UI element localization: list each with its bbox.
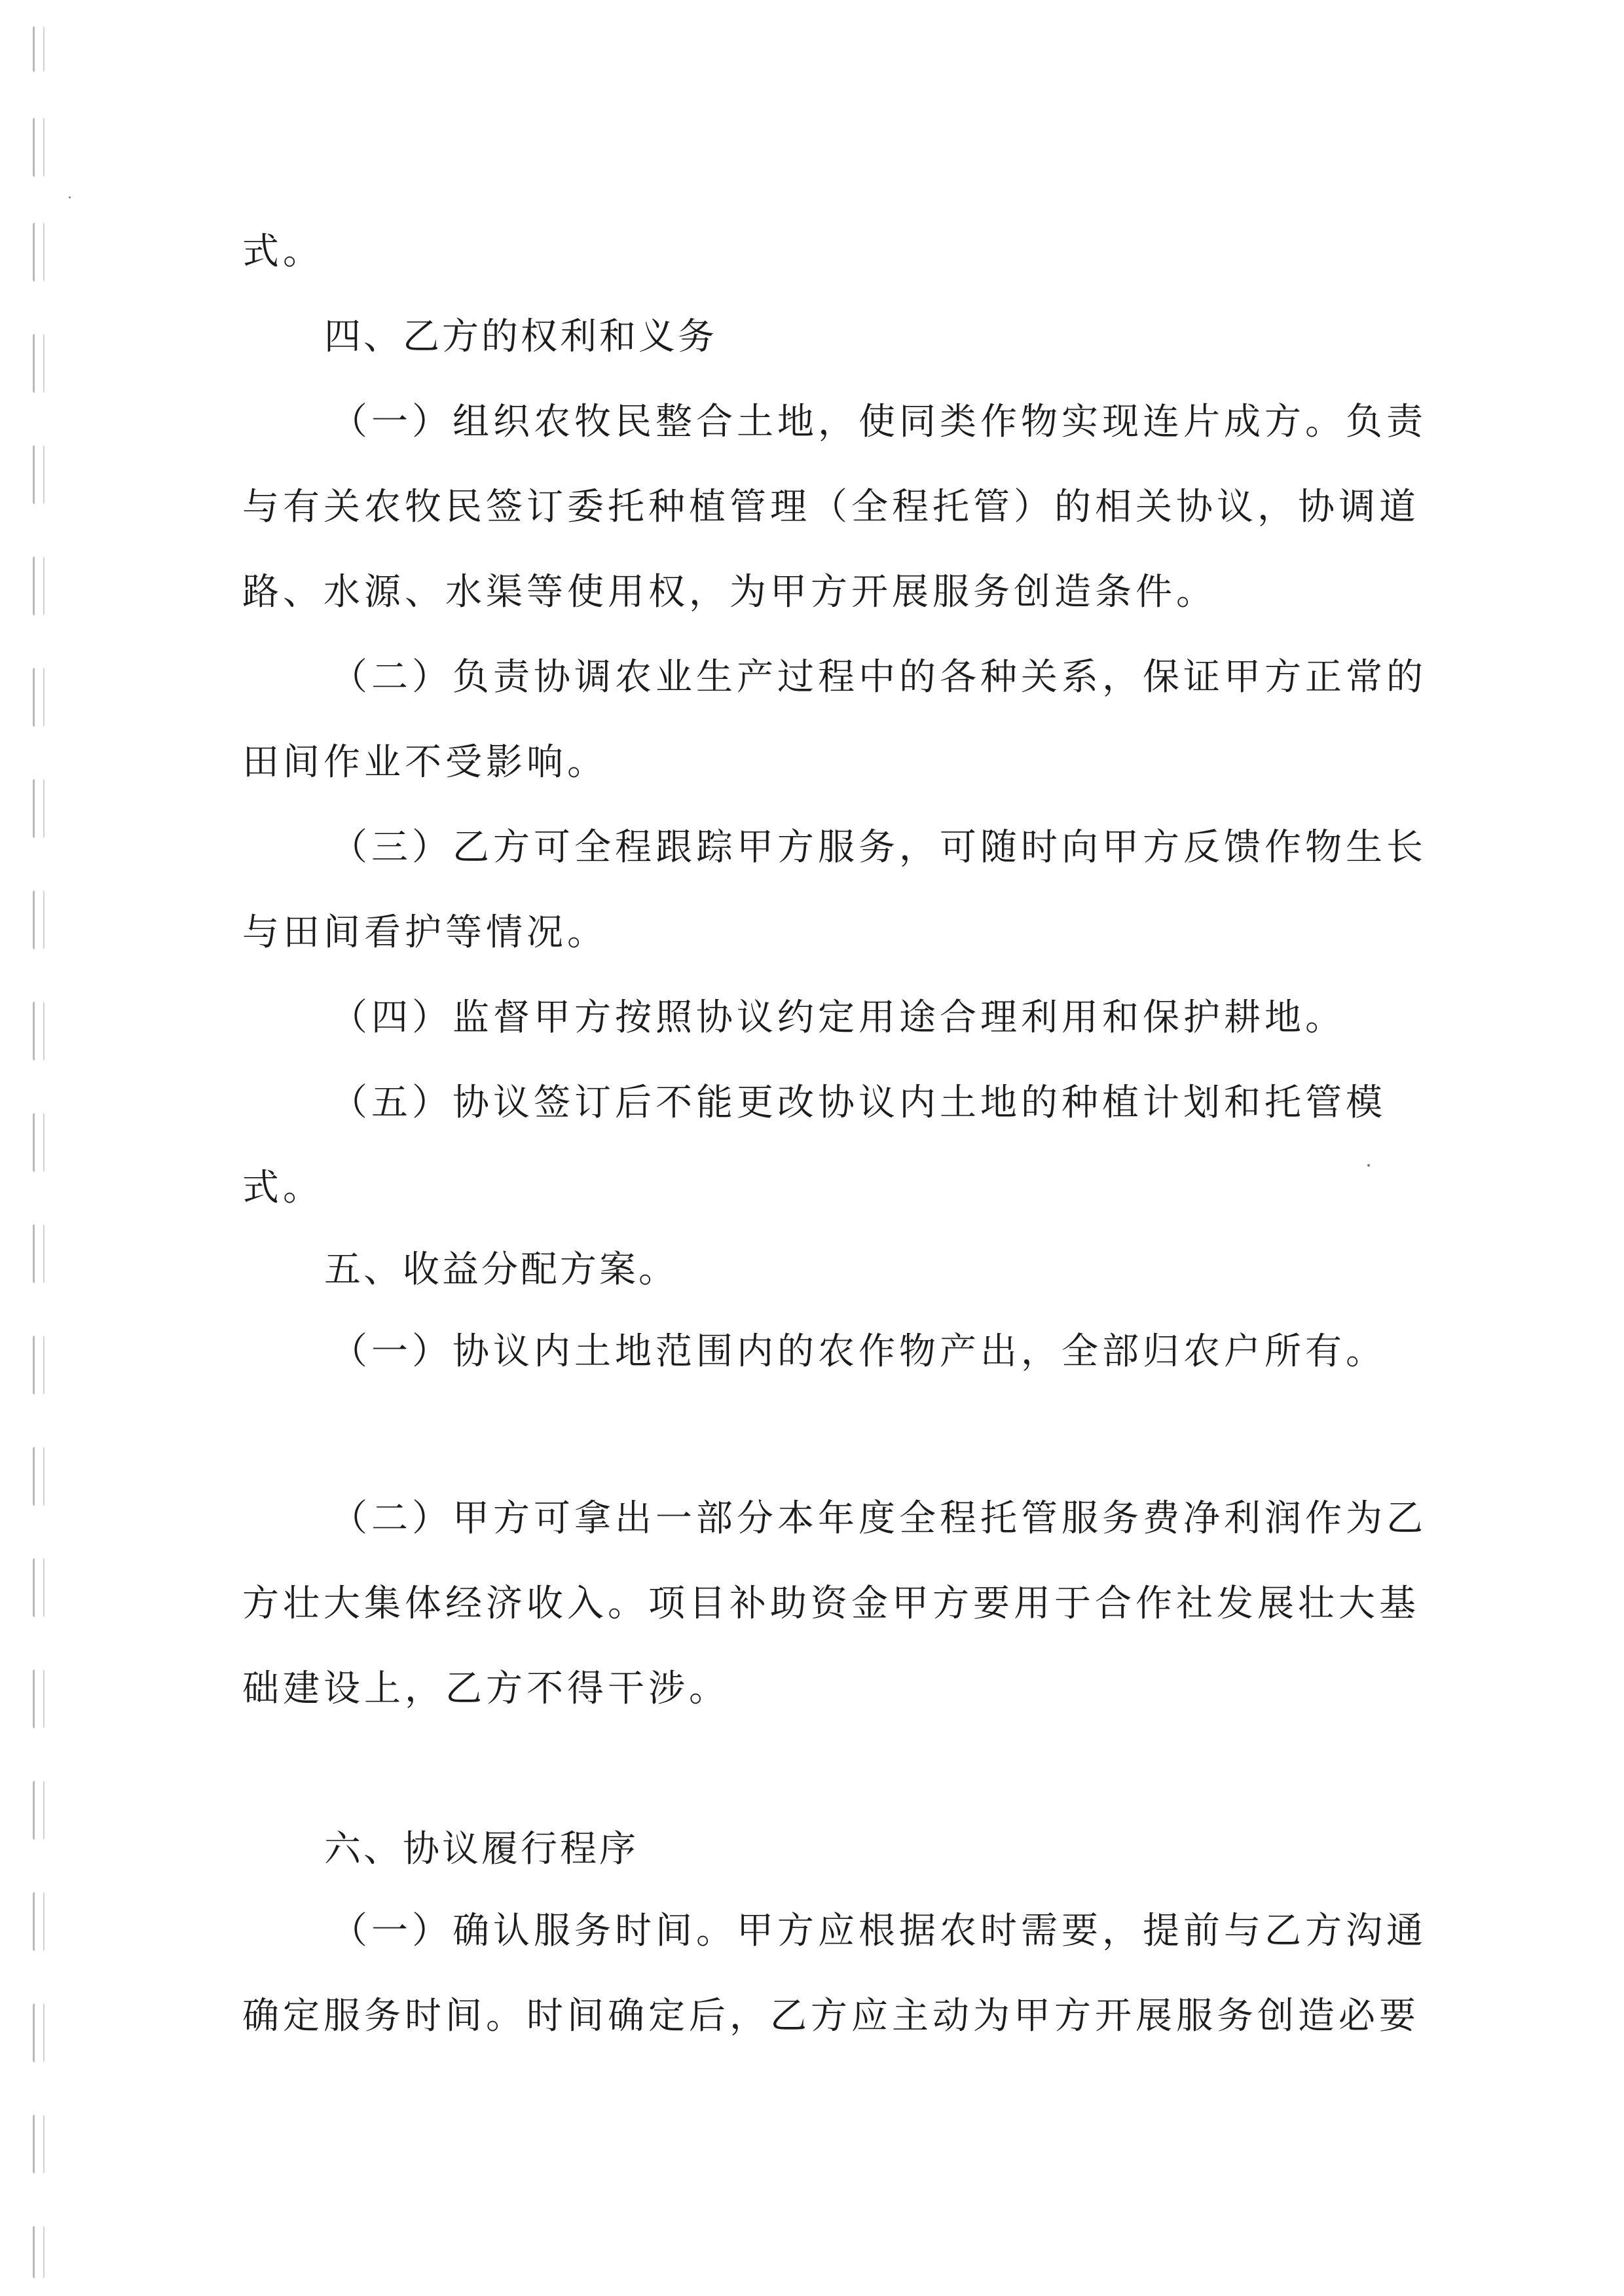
scan-speck	[69, 196, 71, 198]
text-line: 与有关农牧民签订委托种植管理（全程托管）的相关协议，协调道	[242, 486, 1420, 528]
section-heading: 六、协议履行程序	[324, 1828, 638, 1870]
binding-mark	[33, 779, 45, 838]
binding-mark	[33, 1224, 45, 1283]
binding-mark	[33, 445, 45, 504]
binding-mark	[33, 2003, 45, 2062]
binding-mark	[33, 2226, 45, 2278]
binding-edge	[26, 0, 65, 2296]
binding-mark	[33, 1336, 45, 1394]
text-line: 式。	[242, 1167, 323, 1209]
text-line: 田间作业不受影响。	[242, 741, 608, 784]
binding-mark	[33, 1892, 45, 1951]
scan-speck	[1367, 1164, 1370, 1167]
binding-mark	[33, 2115, 45, 2174]
text-line: （三）乙方可全程跟踪甲方服务，可随时向甲方反馈作物生长	[331, 826, 1427, 869]
text-line: （一）组织农牧民整合土地，使同类作物实现连片成方。负责	[331, 401, 1427, 443]
text-line: （五）协议签订后不能更改协议内土地的种植计划和托管模	[331, 1082, 1386, 1124]
binding-mark	[33, 1781, 45, 1840]
text-line: （二）甲方可拿出一部分本年度全程托管服务费净利润作为乙	[331, 1497, 1427, 1540]
text-line: 础建设上，乙方不得干涉。	[242, 1667, 729, 1710]
text-line: （一）确认服务时间。甲方应根据农时需要，提前与乙方沟通	[331, 1910, 1427, 1952]
binding-mark	[33, 556, 45, 615]
binding-mark	[33, 1558, 45, 1617]
text-line: 确定服务时间。时间确定后，乙方应主动为甲方开展服务创造必要	[242, 1995, 1420, 2037]
section-heading: 四、乙方的权利和义务	[324, 316, 717, 358]
text-line: 式。	[242, 230, 323, 273]
binding-mark	[33, 118, 45, 177]
binding-mark	[33, 26, 45, 72]
binding-mark	[33, 1669, 45, 1728]
text-line: 与田间看护等情况。	[242, 911, 608, 954]
text-line: 路、水源、水渠等使用权，为甲方开展服务创造条件。	[242, 571, 1217, 613]
binding-mark	[33, 1447, 45, 1506]
text-line: （四）监督甲方按照协议约定用途合理利用和保护耕地。	[331, 996, 1346, 1039]
text-line: （二）负责协调农业生产过程中的各种关系，保证甲方正常的	[331, 656, 1427, 699]
binding-mark	[33, 890, 45, 949]
text-line: 方壮大集体经济收入。项目补助资金甲方要用于合作社发展壮大基	[242, 1582, 1420, 1625]
binding-mark	[33, 223, 45, 282]
section-heading: 五、收益分配方案。	[324, 1248, 678, 1291]
binding-mark	[33, 334, 45, 393]
binding-mark	[33, 1002, 45, 1061]
binding-mark	[33, 668, 45, 727]
text-line: （一）协议内土地范围内的农作物产出，全部归农户所有。	[331, 1330, 1386, 1373]
binding-mark	[33, 1113, 45, 1172]
